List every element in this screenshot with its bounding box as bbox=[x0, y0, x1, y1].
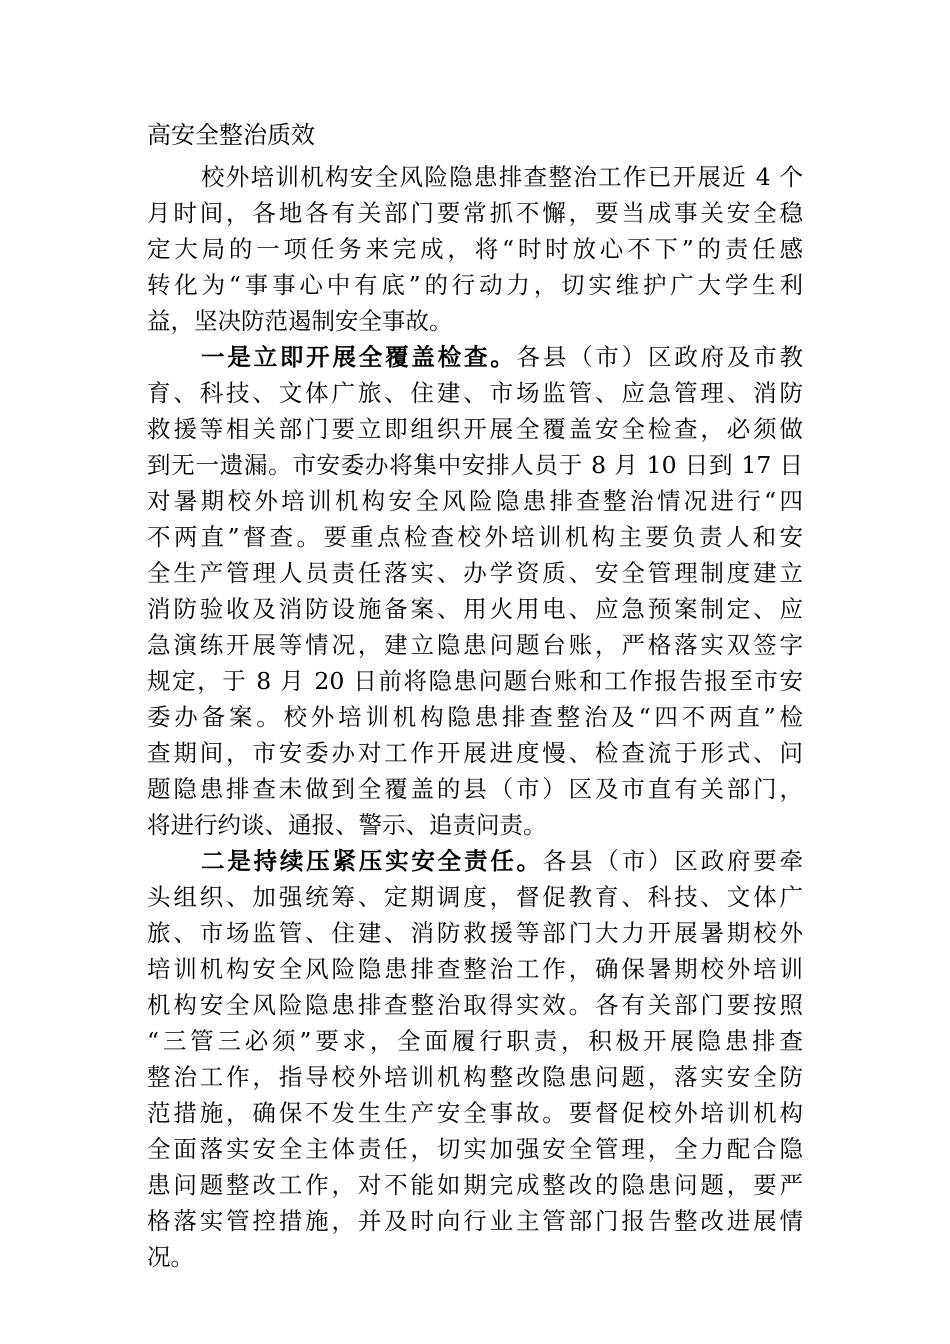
paragraph-line: 益，坚决防范遏制安全事故。 bbox=[147, 307, 453, 335]
paragraph-line: 转化为“事事心中有底”的行动力，切实维护广大学生利 bbox=[147, 271, 803, 299]
paragraph-line: 题隐患排查未做到全覆盖的县（市）区及市直有关部门， bbox=[147, 775, 803, 803]
paragraph-line: 机构安全风险隐患排查整治取得实效。各有关部门要按照 bbox=[147, 991, 803, 1019]
paragraph-line: 查期间，市安委办对工作开展进度慢、检查流于形式、问 bbox=[147, 739, 803, 767]
paragraph-lead: 二是持续压紧压实安全责任。 bbox=[201, 847, 543, 875]
paragraph-text: 各县（市）区政府要牵 bbox=[542, 847, 803, 875]
paragraph-lead: 一是立即开展全覆盖检查。 bbox=[201, 343, 517, 371]
paragraph-line: 月时间，各地各有关部门要常抓不懈，要当成事关安全稳 bbox=[147, 199, 803, 227]
paragraph-first-line bbox=[201, 841, 803, 881]
paragraph-line: 范措施，确保不发生生产安全事故。要督促校外培训机构 bbox=[147, 1099, 803, 1127]
paragraph-line: 将进行约谈、通报、警示、追责问责。 bbox=[147, 811, 547, 839]
paragraph-line: 定大局的一项任务来完成，将“时时放心不下”的责任感 bbox=[147, 235, 803, 263]
paragraph-line: 规定，于 8 月 20 日前将隐患问题台账和工作报告报至市安 bbox=[147, 667, 803, 695]
paragraph-line: 头组织、加强统筹、定期调度，督促教育、科技、文体广 bbox=[147, 883, 803, 911]
paragraph-line: 育、科技、文体广旅、住建、市场监管、应急管理、消防 bbox=[147, 379, 803, 407]
paragraph-line: 不两直”督查。要重点检查校外培训机构主要负责人和安 bbox=[147, 523, 803, 551]
paragraph-line: 全生产管理人员责任落实、办学资质、安全管理制度建立 bbox=[147, 559, 803, 587]
paragraph-line: “三管三必须”要求，全面履行职责，积极开展隐患排查 bbox=[147, 1027, 803, 1055]
paragraph-line: 旅、市场监管、住建、消防救援等部门大力开展暑期校外 bbox=[147, 919, 803, 947]
paragraph-line: 培训机构安全风险隐患排查整治工作，确保暑期校外培训 bbox=[147, 955, 803, 983]
paragraph-line: 格落实管控措施，并及时向行业主管部门报告整改进展情 bbox=[147, 1207, 803, 1235]
paragraph-text: 各县（市）区政府及市教 bbox=[516, 343, 803, 371]
paragraph-line: 整治工作，指导校外培训机构整改隐患问题，落实安全防 bbox=[147, 1063, 803, 1091]
paragraph-line: 校外培训机构安全风险隐患排查整治工作已开展近 4 个 bbox=[201, 163, 803, 191]
paragraph-line: 患问题整改工作，对不能如期完成整改的隐患问题，要严 bbox=[147, 1171, 803, 1199]
section-heading: 高安全整治质效 bbox=[147, 121, 315, 149]
paragraph-line: 急演练开展等情况，建立隐患问题台账，严格落实双签字 bbox=[147, 631, 803, 659]
paragraph-first-line bbox=[201, 337, 803, 377]
paragraph-line: 况。 bbox=[147, 1243, 194, 1271]
paragraph-line: 救援等相关部门要立即组织开展全覆盖安全检查，必须做 bbox=[147, 415, 803, 443]
paragraph-line: 消防验收及消防设施备案、用火用电、应急预案制定、应 bbox=[147, 595, 803, 623]
paragraph-line: 全面落实安全主体责任，切实加强安全管理，全力配合隐 bbox=[147, 1135, 803, 1163]
paragraph-line: 到无一遗漏。市安委办将集中安排人员于 8 月 10 日到 17 日 bbox=[147, 451, 803, 479]
paragraph-line: 委办备案。校外培训机构隐患排查整治及“四不两直”检 bbox=[147, 703, 803, 731]
paragraph-line: 对暑期校外培训机构安全风险隐患排查整治情况进行“四 bbox=[147, 487, 803, 515]
